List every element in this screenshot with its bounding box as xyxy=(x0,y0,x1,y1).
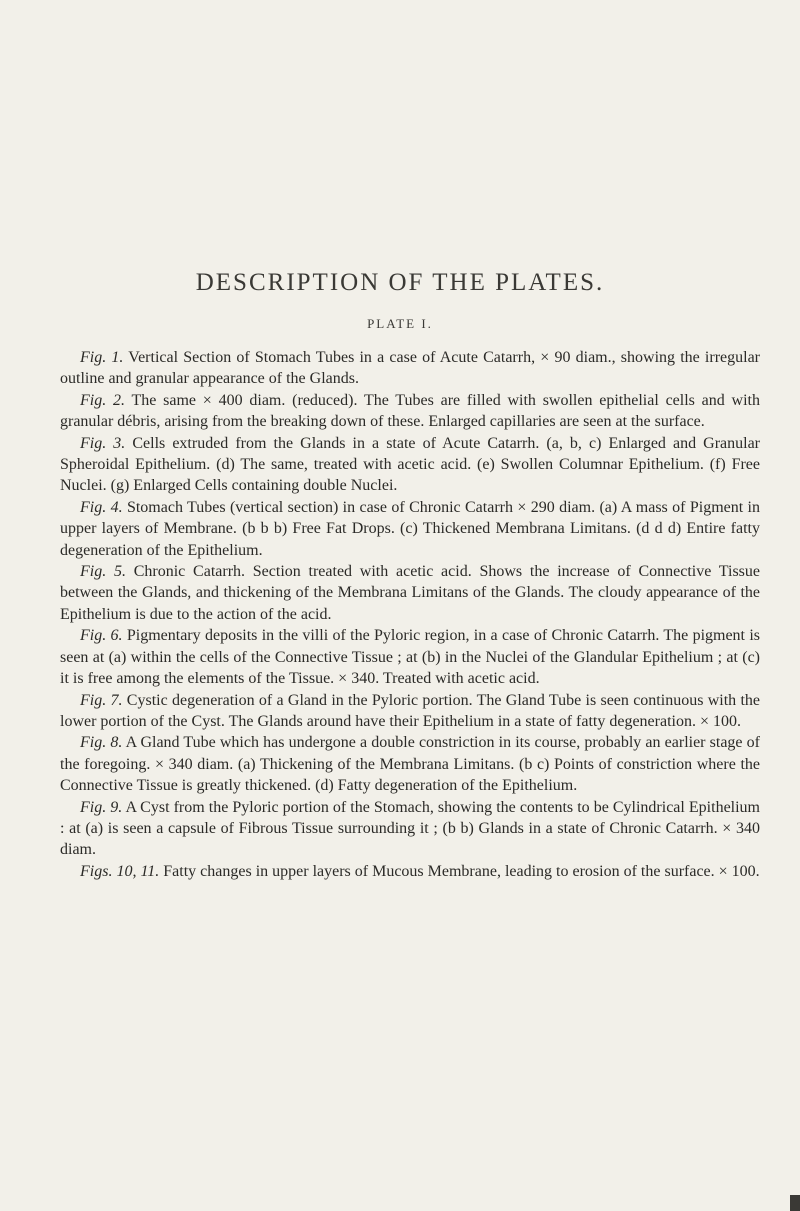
figure-label: Fig. 2. xyxy=(80,391,125,409)
figure-paragraph-4 xyxy=(60,497,760,561)
figure-descriptions xyxy=(60,347,760,882)
figure-paragraph-3 xyxy=(60,433,760,497)
figure-paragraph-1 xyxy=(60,347,760,390)
figure-text: The same × 400 diam. (reduced). The Tubes are filled with swollen epithelial cells and with granular débris, arising from the breaking down of these. Enlarged capillaries are seen at the surface. xyxy=(60,391,761,431)
figure-paragraph-2 xyxy=(60,390,760,433)
figure-text: Cells extruded from the Glands in a state of Acute Catarrh. (a, b, c) Enlarged and Granular Spheroidal Epithelium. (d) The same, treated with acetic acid. (e) Swollen Columnar Epithelium. (f) Free Nuclei. (g) Enlarged Cells containing double Nuclei. xyxy=(60,434,761,495)
page-edge-mark xyxy=(790,1195,800,1211)
figure-text: Pigmentary deposits in the villi of the Pyloric region, in a case of Chronic Catarrh. The pigment is seen at (a) within the cells of the Connective Tissue ; at (b) in the Nuclei of the Glandular Epithelium ; at (c) it is free among the elements of the Tissue. × 340. Treated with acetic acid. xyxy=(60,627,761,688)
figure-paragraph-10 xyxy=(60,861,760,882)
figure-label: Fig. 7. xyxy=(80,691,123,709)
figure-label: Fig. 9. xyxy=(80,798,123,816)
figure-text: Cystic degeneration of a Gland in the Pyloric portion. The Gland Tube is seen continuous with the lower portion of the Cyst. The Glands around have their Epithelium in a state of fatty degeneration. × 100. xyxy=(60,691,761,730)
figure-label: Fig. 4. xyxy=(80,498,123,516)
figure-paragraph-5 xyxy=(60,561,760,625)
figure-text: Vertical Section of Stomach Tubes in a case of Acute Catarrh, × 90 diam., showing the irregular outline and granular appearance of the Glands. xyxy=(60,349,761,388)
figure-label: Figs. 10, 11. xyxy=(80,862,160,880)
figure-label: Fig. 3. xyxy=(80,434,126,452)
figure-text: Stomach Tubes (vertical section) in case of Chronic Catarrh × 290 diam. (a) A mass of Pigment in upper layers of Membrane. (b b b) Free Fat Drops. (c) Thickened Membrana Limitans. (d d d) Entire fatty degeneration of the Epithelium. xyxy=(60,498,761,559)
figure-label: Fig. 8. xyxy=(80,734,123,752)
figure-label: Fig. 1. xyxy=(80,349,124,366)
figure-text: Chronic Catarrh. Section treated with acetic acid. Shows the increase of Connective Tissue between the Glands, and thickening of the Membrana Limitans of the Glands. The cloudy appearance of the Epithelium is due to the action of the acid. xyxy=(60,563,761,623)
figure-label: Fig. 6. xyxy=(80,627,123,645)
plate-heading: PLATE I. xyxy=(367,316,433,331)
figure-text: Fatty changes in upper layers of Mucous Membrane, leading to erosion of the surface. × 100. xyxy=(159,862,760,880)
figure-text: A Gland Tube which has undergone a double constriction in its course, probably an earlier stage of the foregoing. × 340 diam. (a) Thickening of the Membrana Limitans. (b c) Points of constriction where the Connective Tissue is greatly thickened. (d) Fatty degeneration of the Epithelium. xyxy=(60,734,761,795)
figure-paragraph-9 xyxy=(60,797,760,861)
figure-paragraph-7 xyxy=(60,690,760,733)
figure-paragraph-8 xyxy=(60,732,760,796)
figure-label: Fig. 5. xyxy=(80,563,126,581)
figure-paragraph-6 xyxy=(60,625,760,689)
page-title: DESCRIPTION OF THE PLATES. xyxy=(195,268,605,296)
figure-text: A Cyst from the Pyloric portion of the Stomach, showing the contents to be Cylindrical Epithelium : at (a) is seen a capsule of Fibrous Tissue surrounding it ; (b b) Glands in a state of Chronic Catarrh. × 340 diam. xyxy=(60,798,761,859)
